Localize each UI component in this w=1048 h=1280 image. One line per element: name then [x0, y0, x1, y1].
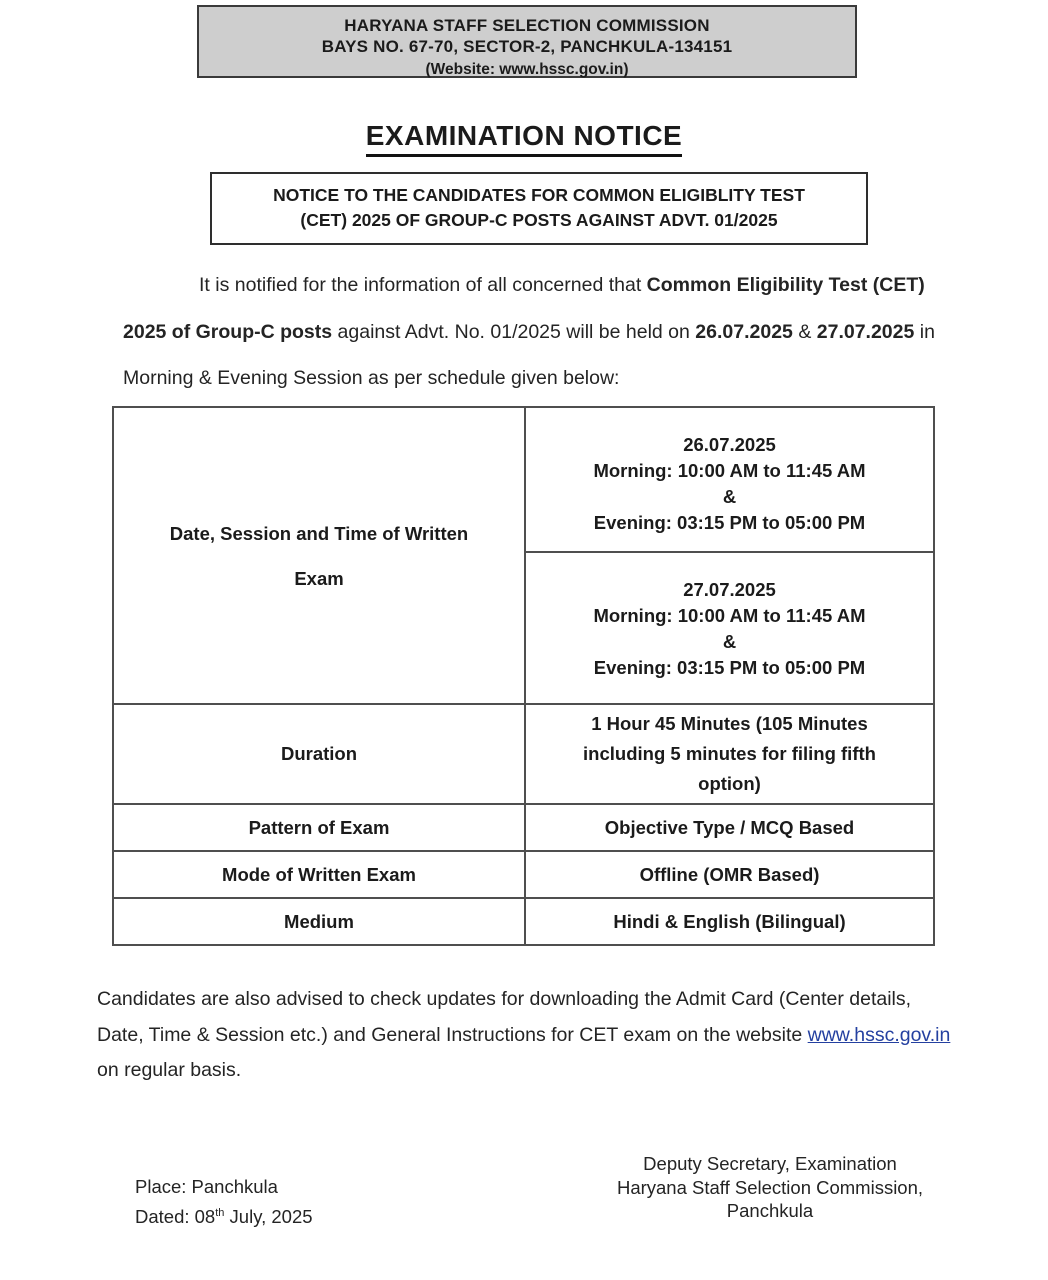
intro-text-2: against Advt. No. 01/2025 will be held on	[332, 320, 696, 343]
duration-value: 1 Hour 45 Minutes (105 Minutes including 5 minutes for filing fifth option)	[525, 704, 934, 804]
commission-letterhead	[197, 5, 857, 78]
mode-value: Offline (OMR Based)	[525, 851, 934, 898]
ampersand-day1: &	[722, 486, 737, 507]
closing-paragraph	[97, 982, 955, 1089]
pattern-value: Objective Type / MCQ Based	[525, 804, 934, 851]
row-label-duration: Duration	[113, 704, 525, 804]
dated-prefix: Dated: 08	[135, 1206, 216, 1228]
row-label-pattern: Pattern of Exam	[113, 804, 525, 851]
place-line: Place: Panchkula	[135, 1176, 278, 1197]
intro-bold-date1: 26.07.2025	[695, 320, 793, 343]
signatory-designation: Deputy Secretary, Examination	[643, 1153, 897, 1174]
table-row	[113, 704, 934, 804]
table-row	[113, 407, 934, 552]
intro-bold-cet: Common Eligibility Test (CET) 2025 of Group-C posts	[123, 274, 925, 343]
evening-session-day1: Evening: 03:15 PM to 05:00 PM	[593, 512, 866, 533]
dated-suffix: July, 2025	[224, 1206, 313, 1228]
commission-website: (Website: www.hssc.gov.in)	[425, 61, 629, 78]
session-cell-day2	[525, 552, 934, 704]
morning-session-day1: Morning: 10:00 AM to 11:45 AM	[593, 460, 866, 481]
notice-subject-line1: NOTICE TO THE CANDIDATES FOR COMMON ELIGIBLITY TEST	[273, 185, 805, 205]
intro-text-3: &	[792, 320, 817, 343]
signatory-organization: Haryana Staff Selection Commission,	[616, 1176, 924, 1198]
medium-value: Hindi & English (Bilingual)	[525, 898, 934, 945]
row-label-medium: Medium	[113, 898, 525, 945]
place-date-block	[135, 1174, 313, 1230]
row-label-date-session: Date, Session and Time of Written Exam	[113, 407, 525, 704]
intro-bold-date2: 27.07.2025	[816, 320, 915, 343]
page-title	[0, 120, 1048, 152]
intro-paragraph	[123, 262, 935, 402]
row-label-mode: Mode of Written Exam	[113, 851, 525, 898]
table-row	[113, 851, 934, 898]
page-title-text: EXAMINATION NOTICE	[366, 120, 682, 157]
closing-text-1: Candidates are also advised to check updates for downloading the Admit Card (Center details, Date, Time & Session etc.) and General Instructions for CET exam on the website	[97, 988, 912, 1046]
exam-date-day2: 27.07.2025	[683, 579, 776, 600]
exam-date-day1: 26.07.2025	[683, 434, 776, 455]
session-cell-day1	[525, 407, 934, 552]
signatory-location: Panchkula	[726, 1200, 814, 1221]
commission-address: BAYS NO. 67-70, SECTOR-2, PANCHKULA-134151	[321, 37, 733, 56]
notice-subject-box	[210, 172, 868, 245]
signature-block	[600, 1152, 940, 1223]
notice-subject-line2: (CET) 2025 OF GROUP-C POSTS AGAINST ADVT. 01/2025	[300, 210, 778, 230]
intro-text-4: in Morning & Evening Session as per schedule given below:	[123, 320, 935, 389]
evening-session-day2: Evening: 03:15 PM to 05:00 PM	[593, 657, 866, 678]
ampersand-day2: &	[722, 631, 737, 652]
closing-text-2: on regular basis.	[97, 1059, 242, 1081]
dated-ordinal: th	[215, 1207, 225, 1219]
hssc-website-link[interactable]: www.hssc.gov.in	[807, 1023, 951, 1046]
dated-line	[135, 1200, 313, 1230]
intro-text-1: It is notified for the information of all concerned that	[199, 274, 647, 296]
exam-schedule-table	[112, 406, 935, 946]
morning-session-day2: Morning: 10:00 AM to 11:45 AM	[593, 605, 866, 626]
table-row	[113, 898, 934, 945]
commission-name: HARYANA STAFF SELECTION COMMISSION	[344, 16, 710, 35]
table-row	[113, 804, 934, 851]
